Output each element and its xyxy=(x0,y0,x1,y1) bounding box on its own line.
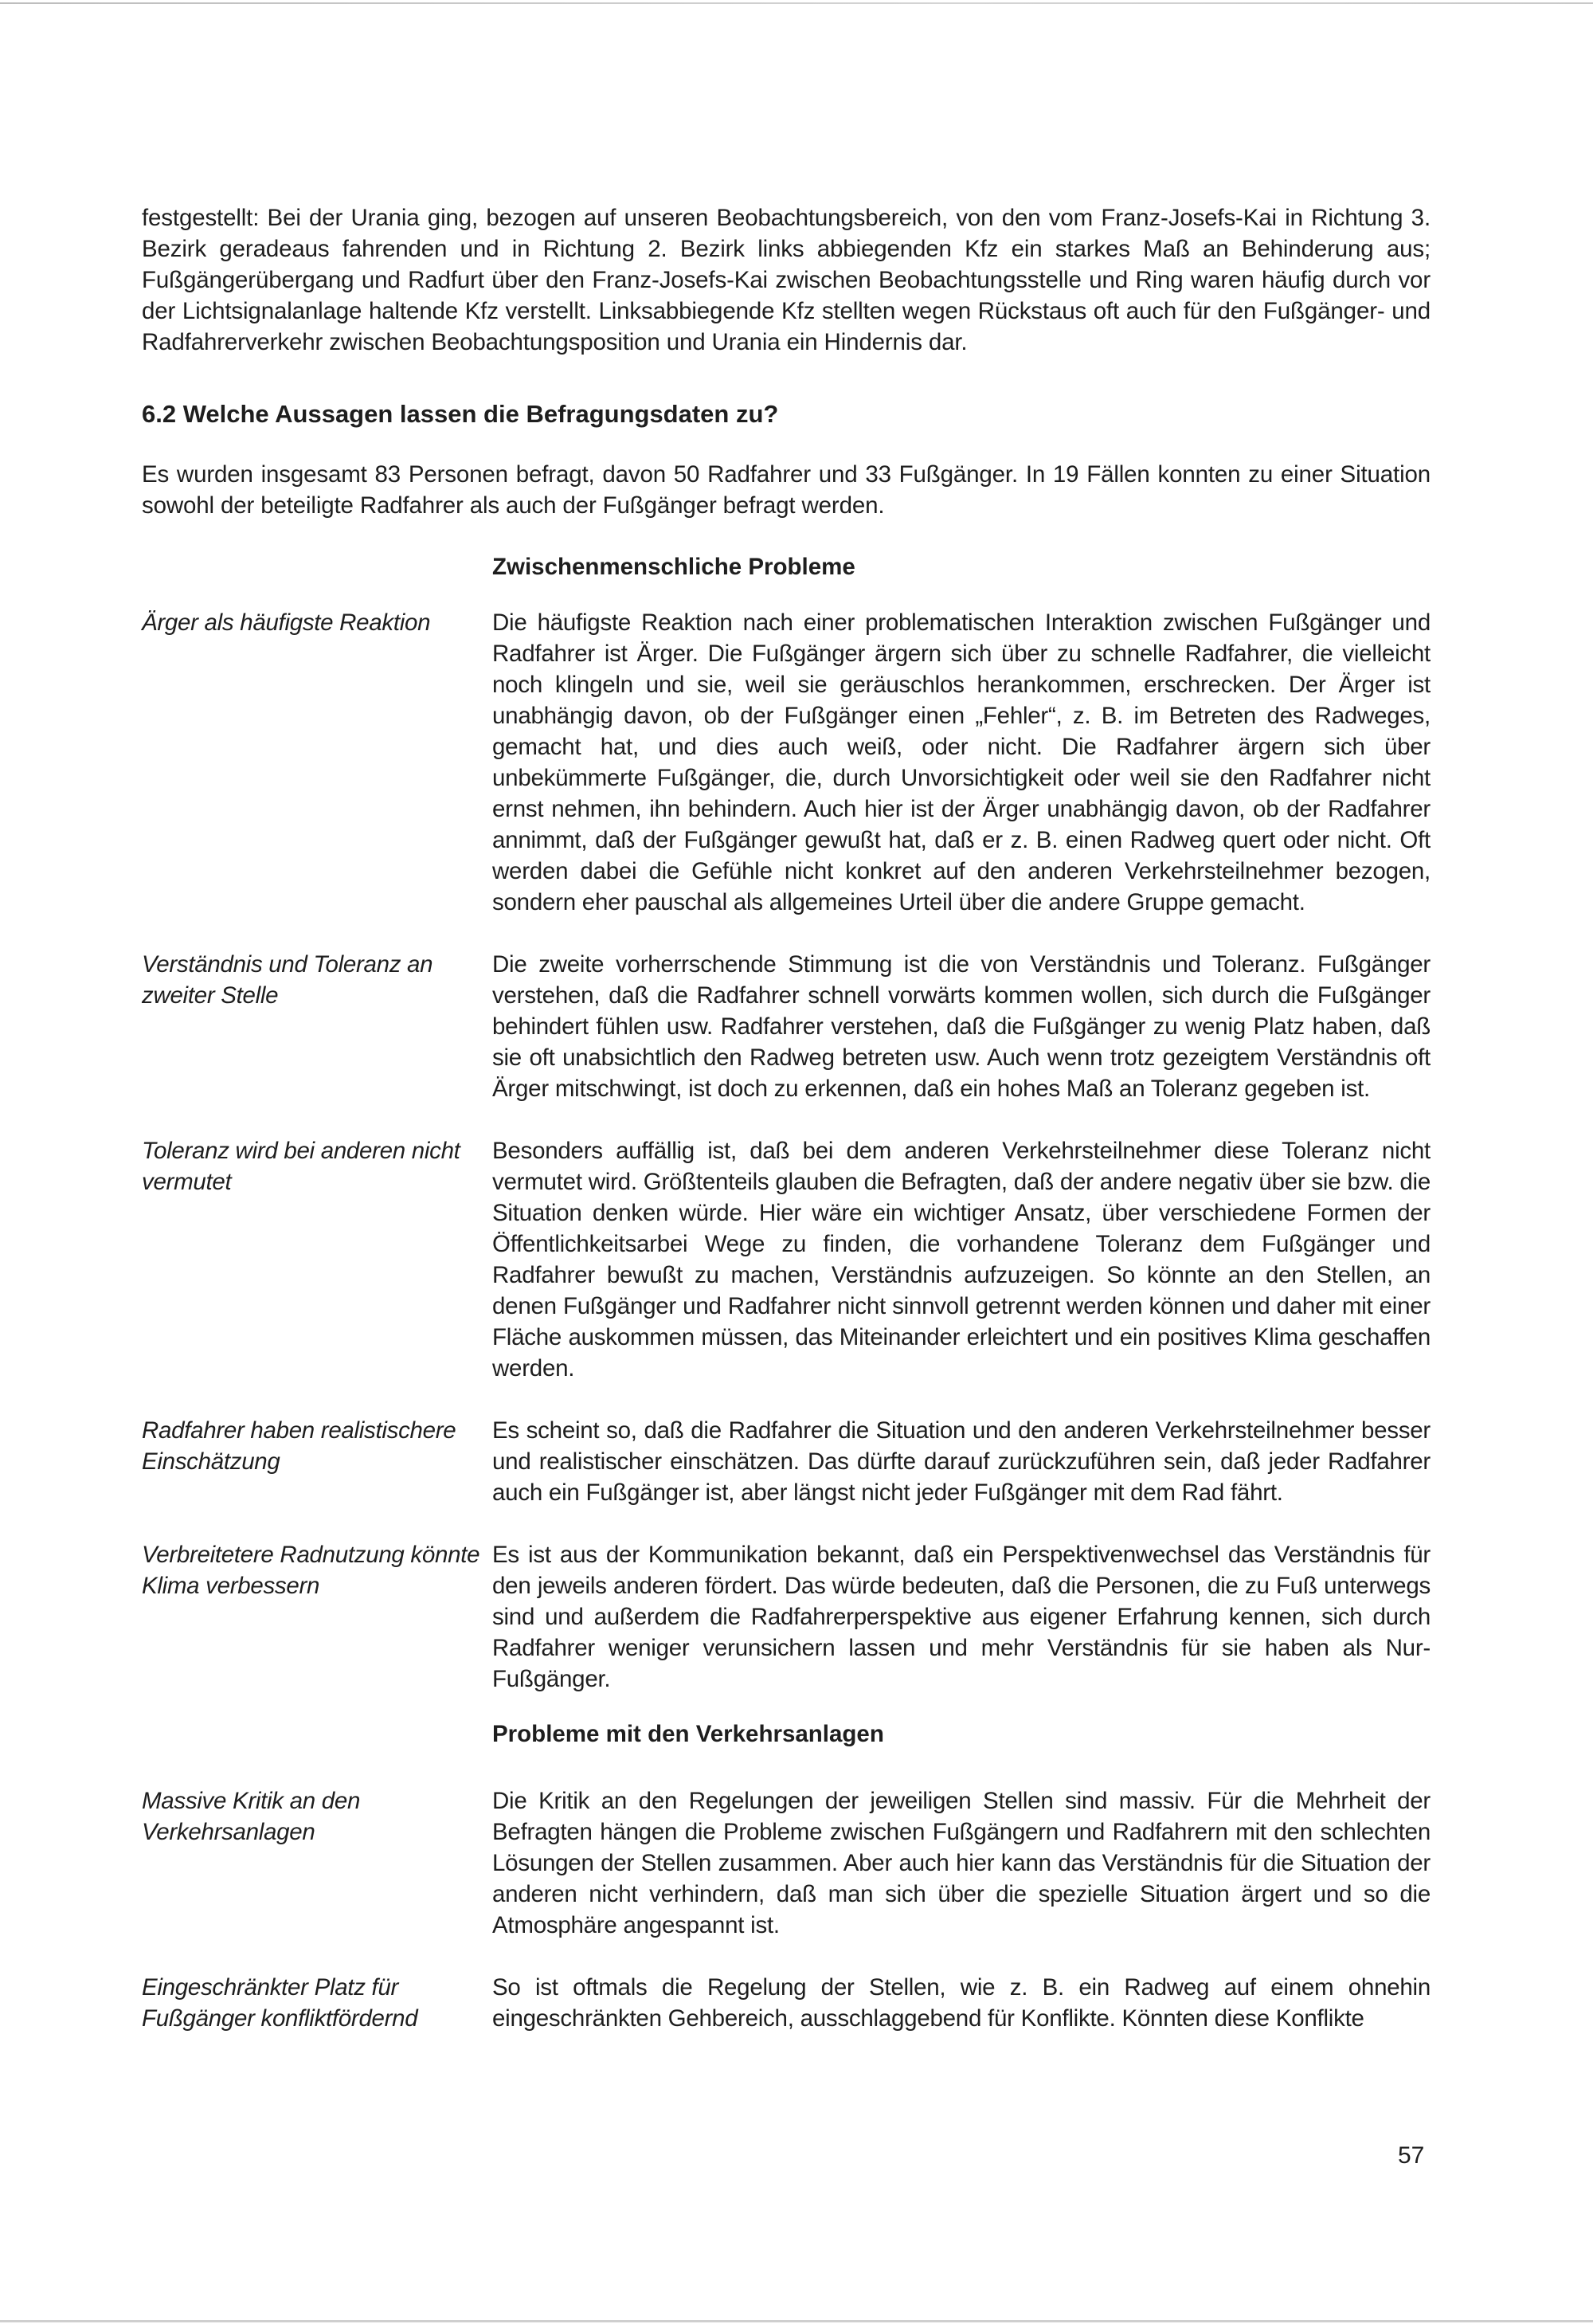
body-paragraph: Die Kritik an den Regelungen der jeweiligen Stellen sind massiv. Für die Mehrheit der Befragten hängen die Probleme zwischen Fußgängern und Radfahrern mit den schlechten Lösungen der Stellen zusammen. Aber auch hier kann das Verständnis für die Situation der anderen nicht verhindern, daß man sich über die spezielle Situation ärgert und so die Atmosphäre angespannt ist. xyxy=(492,1788,1431,1938)
scan-bottom-edge xyxy=(0,2320,1593,2322)
paragraph-row xyxy=(142,607,1431,918)
section-heading: 6.2 Welche Aussagen lassen die Befragungsdaten zu? xyxy=(142,400,779,428)
scan-top-edge xyxy=(0,2,1593,4)
margin-note: Eingeschränkter Platz für Fußgänger konfliktfördernd xyxy=(142,1974,418,2032)
paragraph-row xyxy=(142,1972,1431,2034)
section-intro-paragraph: Es wurden insgesamt 83 Personen befragt, davon 50 Radfahrer und 33 Fußgänger. In 19 Fällen konnten zu einer Situation sowohl der beteiligte Radfahrer als auch der Fußgänger befragt werden. xyxy=(142,461,1431,519)
margin-note: Toleranz wird bei anderen nicht vermutet xyxy=(142,1138,460,1195)
body-paragraph: Es scheint so, daß die Radfahrer die Situation und den anderen Verkehrsteilnehmer besser und realistischer einschätzen. Das dürfte darauf zurückzuführen sein, daß jeder Radfahrer auch ein Fußgänger ist, aber längst nicht jeder Fußgänger mit dem Rad fährt. xyxy=(492,1417,1431,1506)
margin-note: Ärger als häufigste Reaktion xyxy=(142,609,431,636)
body-paragraph: So ist oftmals die Regelung der Stellen, wie z. B. ein Radweg auf einem ohnehin eingeschränkten Gehbereich, ausschlaggebend für Konflikte. Könnten diese Konflikte xyxy=(492,1974,1431,2032)
continued-paragraph: festgestellt: Bei der Urania ging, bezogen auf unseren Beobachtungsbereich, von den vom Franz-Josefs-Kai in Richtung 3. Bezirk geradeaus fahrenden und in Richtung 2. Bezirk links abbiegenden Kfz ein starkes Maß an Behinderung aus; Fußgängerübergang und Radfurt über den Franz-Josefs-Kai zwischen Beobachtungsstelle und Ring waren häufig durch vor der Lichtsignalanlage haltende Kfz verstellt. Linksabbiegende Kfz stellten wegen Rückstaus oft auch für den Fußgänger- und Radfahrerverkehr zwischen Beobachtungsposition und Urania ein Hindernis dar. xyxy=(142,205,1431,355)
paragraph-row xyxy=(142,1135,1431,1384)
margin-note: Verbreitetere Radnutzung könnte Klima verbessern xyxy=(142,1542,480,1599)
body-paragraph: Die zweite vorherrschende Stimmung ist die von Verständnis und Toleranz. Fußgänger verstehen, daß die Radfahrer schnell vorwärts kommen wollen, sich durch die Fußgänger behindert fühlen usw. Radfahrer verstehen, daß die Fußgänger zu wenig Platz haben, daß sie oft unabsichtlich den Radweg betreten usw. Auch wenn trotz gezeigtem Verständnis oft Ärger mitschwingt, ist doch zu erkennen, daß ein hohes Maß an Toleranz gegeben ist. xyxy=(492,951,1431,1102)
body-paragraph: Die häufigste Reaktion nach einer problematischen Interaktion zwischen Fußgänger und Radfahrer ist Ärger. Die Fußgänger ärgern sich über zu schnelle Radfahrer, die vielleicht noch klingeln und sie, weil sie geräuschlos herankommen, erschrecken. Der Ärger ist unabhängig davon, ob der Fußgänger einen „Fehler“, z. B. im Betreten des Radweges, gemacht hat, und dies auch weiß, oder nicht. Die Radfahrer ärgern sich über unbekümmerte Fußgänger, die, durch Unvorsichtigkeit oder weil sie den Radfahrer nicht ernst nehmen, ihn behindern. Auch hier ist der Ärger unabhängig davon, ob der Radfahrer annimmt, daß der Fußgänger gewußt hat, daß er z. B. einen Radweg quert oder nicht. Oft werden dabei die Gefühle nicht konkret auf den anderen Verkehrsteilnehmer bezogen, sondern eher pauschal als allgemeines Urteil über die andere Gruppe gemacht. xyxy=(492,609,1431,915)
document-page xyxy=(142,202,1431,2034)
subsection-heading-infrastructure: Probleme mit den Verkehrsanlagen xyxy=(492,1721,884,1747)
paragraph-row xyxy=(142,1415,1431,1508)
paragraph-row xyxy=(142,1785,1431,1941)
page-number: 57 xyxy=(1398,2142,1425,2169)
body-paragraph: Besonders auffällig ist, daß bei dem anderen Verkehrsteilnehmer diese Toleranz nicht vermutet wird. Größtenteils glauben die Befragten, daß der andere negativ über sie bzw. die Situation denken würde. Hier wäre ein wichtiger Ansatz, über verschiedene Formen der Öffentlichkeitsarbei Wege zu finden, die vorhandene Toleranz dem Fußgänger und Radfahrer bewußt zu machen, Verständnis aufzuzeigen. So könnte an den Stellen, an denen Fußgänger und Radfahrer nicht sinnvoll getrennt werden können und daher mit einer Fläche auskommen müssen, das Miteinander erleichtert und ein positives Klima geschaffen werden. xyxy=(492,1138,1431,1381)
paragraph-row xyxy=(142,949,1431,1104)
margin-note: Radfahrer haben realistischere Einschätzung xyxy=(142,1417,456,1475)
body-paragraph: Es ist aus der Kommunikation bekannt, daß ein Perspektivenwechsel das Verständnis für den jeweils anderen fördert. Das würde bedeuten, daß die Personen, die zu Fuß unterwegs sind und außerdem die Radfahrerperspektive aus eigener Erfahrung kennen, sich durch Radfahrer weniger verunsichern lassen und mehr Verständnis für sie haben als Nur-Fußgänger. xyxy=(492,1542,1431,1692)
margin-note: Massive Kritik an den Verkehrsanlagen xyxy=(142,1788,361,1845)
subsection-heading-interpersonal: Zwischenmenschliche Probleme xyxy=(492,554,855,580)
margin-note: Verständnis und Toleranz an zweiter Stelle xyxy=(142,951,433,1009)
paragraph-row xyxy=(142,1539,1431,1695)
